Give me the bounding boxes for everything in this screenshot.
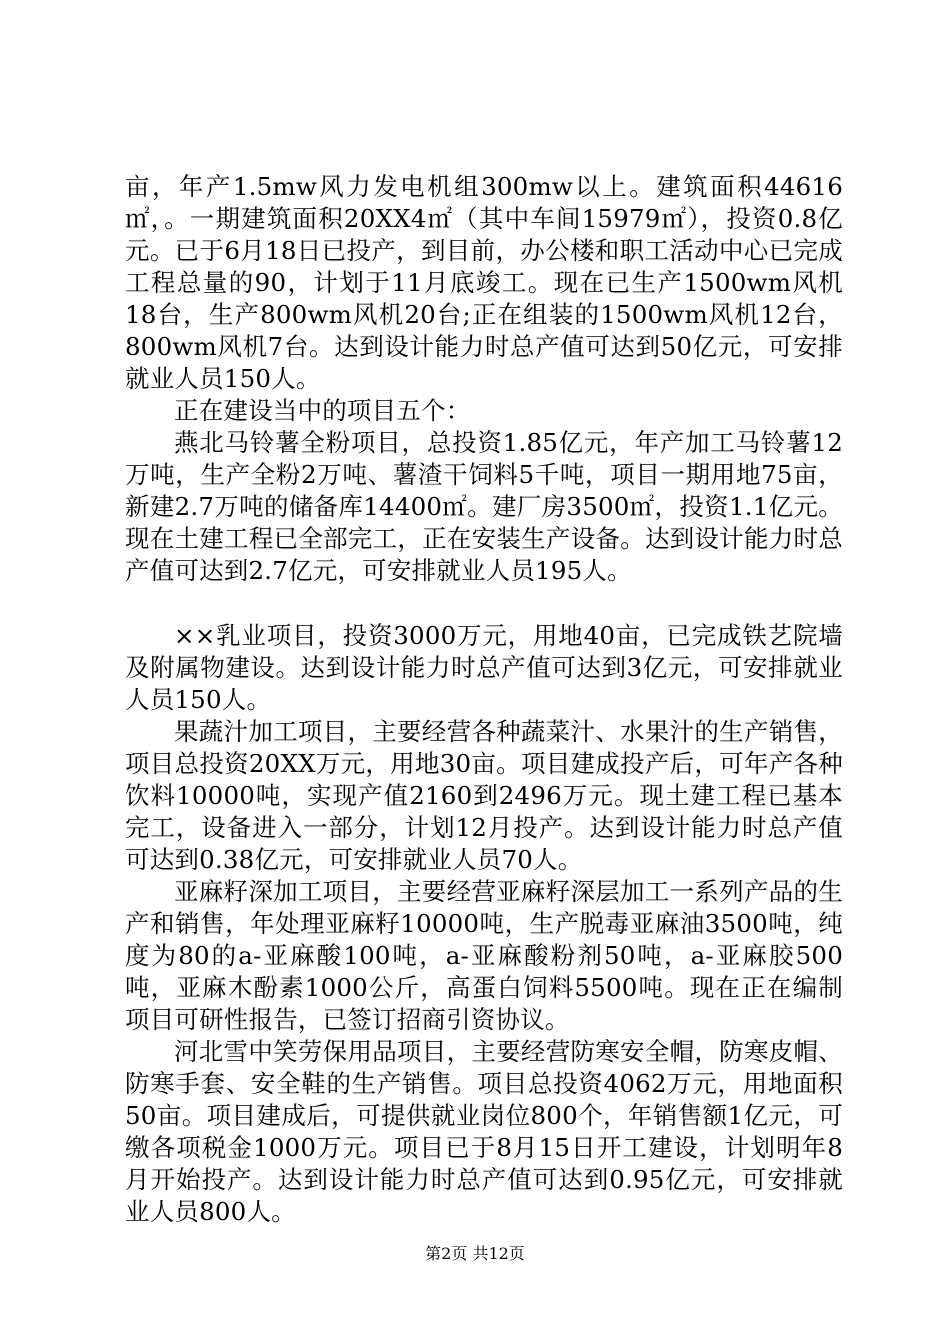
paragraph-gap (125, 587, 843, 620)
paragraph-protective-gear-project: 河北雪中笑劳保用品项目，主要经营防寒安全帽，防寒皮帽、防寒手套、安全鞋的生产销售。项目总投资4062万元，用地面积50亩。项目建成后，可提供就业岗位800个，年销售额1亿元，可缴各项税金1000万元。项目已于8月15日开工建设，计划明年8月开始投产。达到设计能力时总产值可达到0.95亿元，可安排就业人员800人。 (125, 1037, 843, 1226)
document-body (125, 171, 843, 1228)
paragraph-dairy-project: ××乳业项目，投资3000万元，用地40亩，已完成铁艺院墙及附属物建设。达到设计能力时总产值可达到3亿元，可安排就业人员150人。 (125, 621, 843, 714)
paragraph-flaxseed-project: 亚麻籽深加工项目，主要经营亚麻籽深层加工一系列产品的生产和销售，年处理亚麻籽10000吨，生产脱毒亚麻油3500吨，纯度为80的a-亚麻酸100吨，a-亚麻酸粉剂50吨，a-亚麻胶500吨，亚麻木酚素1000公斤，高蛋白饲料5500吨。现在正在编制项目可研性报告，已签订招商引资协议。 (125, 877, 843, 1034)
paragraph-juice-project: 果蔬汁加工项目，主要经营各种蔬菜汁、水果汁的生产销售，项目总投资20XX万元，用地30亩。项目建成投产后，可年产各种饮料10000吨，实现产值2160到2496万元。现土建工程已基本完工，设备进入一部分，计划12月投产。达到设计能力时总产值可达到0.38亿元，可安排就业人员70人。 (125, 717, 843, 874)
paragraph-projects-heading: 正在建设当中的项目五个： (174, 396, 471, 425)
paragraph-potato-flour-project: 燕北马铃薯全粉项目，总投资1.85亿元，年产加工马铃薯12万吨，生产全粉2万吨、薯渣干饲料5千吨，项目一期用地75亩，新建2.7万吨的储备库14400㎡。建厂房3500㎡，投资1.1亿元。现在土建工程已全部完工，正在安装生产设备。达到设计能力时总产值可达到2.7亿元，可安排就业人员195人。 (125, 428, 843, 585)
paragraph-wind-power: 亩，年产1.5mw风力发电机组300mw以上。建筑面积44616㎡，。一期建筑面积20XX4㎡（其中车间15979㎡），投资0.8亿元。已于6月18日已投产，到目前，办公楼和职工活动中心已完成工程总量的90，计划于11月底竣工。现在已生产1500wm风机18台，生产800wm风机20台;正在组装的1500wm风机12台，800wm风机7台。达到设计能力时总产值可达到50亿元，可安排就业人员150人。 (125, 172, 843, 393)
page-number-footer: 第2页 共12页 (425, 1244, 525, 1263)
